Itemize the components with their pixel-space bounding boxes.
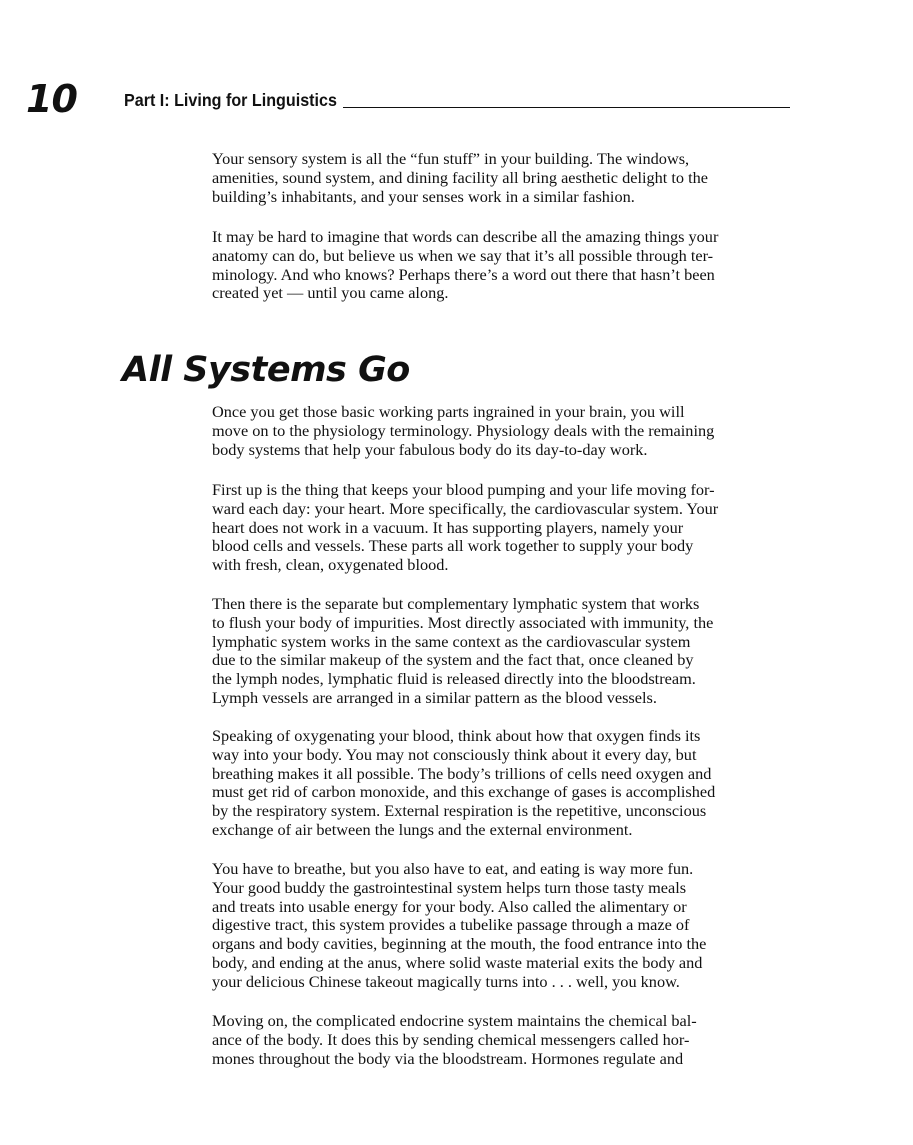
text-line: anatomy can do, but believe us when we say that it’s all possible through ter- (212, 245, 714, 265)
text-line: move on to the physiology terminology. Physiology deals with the remaining (212, 420, 715, 440)
text-line: lymphatic system works in the same context as the cardiovascular system (212, 631, 691, 651)
section-paragraph-2 (212, 481, 792, 575)
intro-paragraph-2 (212, 228, 792, 303)
section-paragraph-3 (212, 595, 792, 708)
text-line: by the respiratory system. External respiration is the repetitive, unconscious (212, 801, 707, 821)
section-paragraph-4 (212, 727, 792, 840)
text-line: your delicious Chinese takeout magically turns into . . . well, you know. (212, 971, 680, 991)
page-number: 10 (26, 77, 77, 121)
text-line: You have to breathe, but you also have to eat, and eating is way more fun. (212, 859, 694, 878)
text-line: breathing makes it all possible. The body’s trillions of cells need oxygen and (212, 763, 712, 783)
text-line: organs and body cavities, beginning at the mouth, the food entrance into the (212, 934, 707, 954)
text-line: created yet — until you came along. (212, 283, 449, 303)
text-line: to flush your body of impurities. Most directly associated with immunity, the (212, 612, 714, 632)
text-line: exchange of air between the lungs and the external environment. (212, 819, 633, 839)
text-line: ward each day: your heart. More specifically, the cardiovascular system. Your (212, 498, 719, 518)
text-line: with fresh, clean, oxygenated blood. (212, 555, 449, 575)
text-line: body systems that help your fabulous body do its day-to-day work. (212, 439, 648, 459)
text-line: Then there is the separate but complementary lymphatic system that works (212, 594, 700, 613)
section-paragraph-5 (212, 860, 792, 992)
text-line: Lymph vessels are arranged in a similar pattern as the blood vessels. (212, 687, 657, 707)
text-line: building’s inhabitants, and your senses work in a similar fashion. (212, 186, 635, 206)
text-line: due to the similar makeup of the system and the fact that, once cleaned by (212, 650, 694, 670)
text-line: minology. And who knows? Perhaps there’s a word out there that hasn’t been (212, 264, 715, 284)
text-line: mones throughout the body via the bloodstream. Hormones regulate and (212, 1048, 684, 1068)
text-line: blood cells and vessels. These parts all work together to supply your body (212, 536, 694, 556)
text-line: ance of the body. It does this by sending chemical messengers called hor- (212, 1029, 690, 1049)
intro-paragraph-1 (212, 150, 792, 206)
text-line: Speaking of oxygenating your blood, think about how that oxygen finds its (212, 726, 701, 745)
running-head (124, 89, 790, 111)
section-paragraph-1 (212, 403, 792, 459)
text-line: It may be hard to imagine that words can describe all the amazing things your (212, 227, 719, 246)
section-heading: All Systems Go (122, 350, 410, 390)
text-line: Your sensory system is all the “fun stuff” in your building. The windows, (212, 149, 690, 168)
text-line: First up is the thing that keeps your blood pumping and your life moving for- (212, 480, 715, 499)
section-paragraph-6 (212, 1012, 792, 1068)
running-head-title: Part I: Living for Linguistics (124, 90, 337, 110)
text-line: digestive tract, this system provides a tubelike passage through a maze of (212, 915, 690, 935)
text-line: the lymph nodes, lymphatic fluid is released directly into the bloodstream. (212, 669, 696, 689)
text-line: body, and ending at the anus, where solid waste material exits the body and (212, 952, 703, 972)
text-line: Moving on, the complicated endocrine system maintains the chemical bal- (212, 1011, 697, 1030)
text-line: must get rid of carbon monoxide, and this exchange of gases is accomplished (212, 782, 716, 802)
text-line: amenities, sound system, and dining facility all bring aesthetic delight to the (212, 167, 709, 187)
text-line: way into your body. You may not consciously think about it every day, but (212, 744, 697, 764)
text-line: heart does not work in a vacuum. It has supporting players, namely your (212, 517, 684, 537)
text-line: and treats into usable energy for your body. Also called the alimentary or (212, 896, 687, 916)
text-line: Your good buddy the gastrointestinal system helps turn those tasty meals (212, 877, 687, 897)
running-head-rule (343, 107, 790, 108)
text-line: Once you get those basic working parts ingrained in your brain, you will (212, 402, 685, 421)
